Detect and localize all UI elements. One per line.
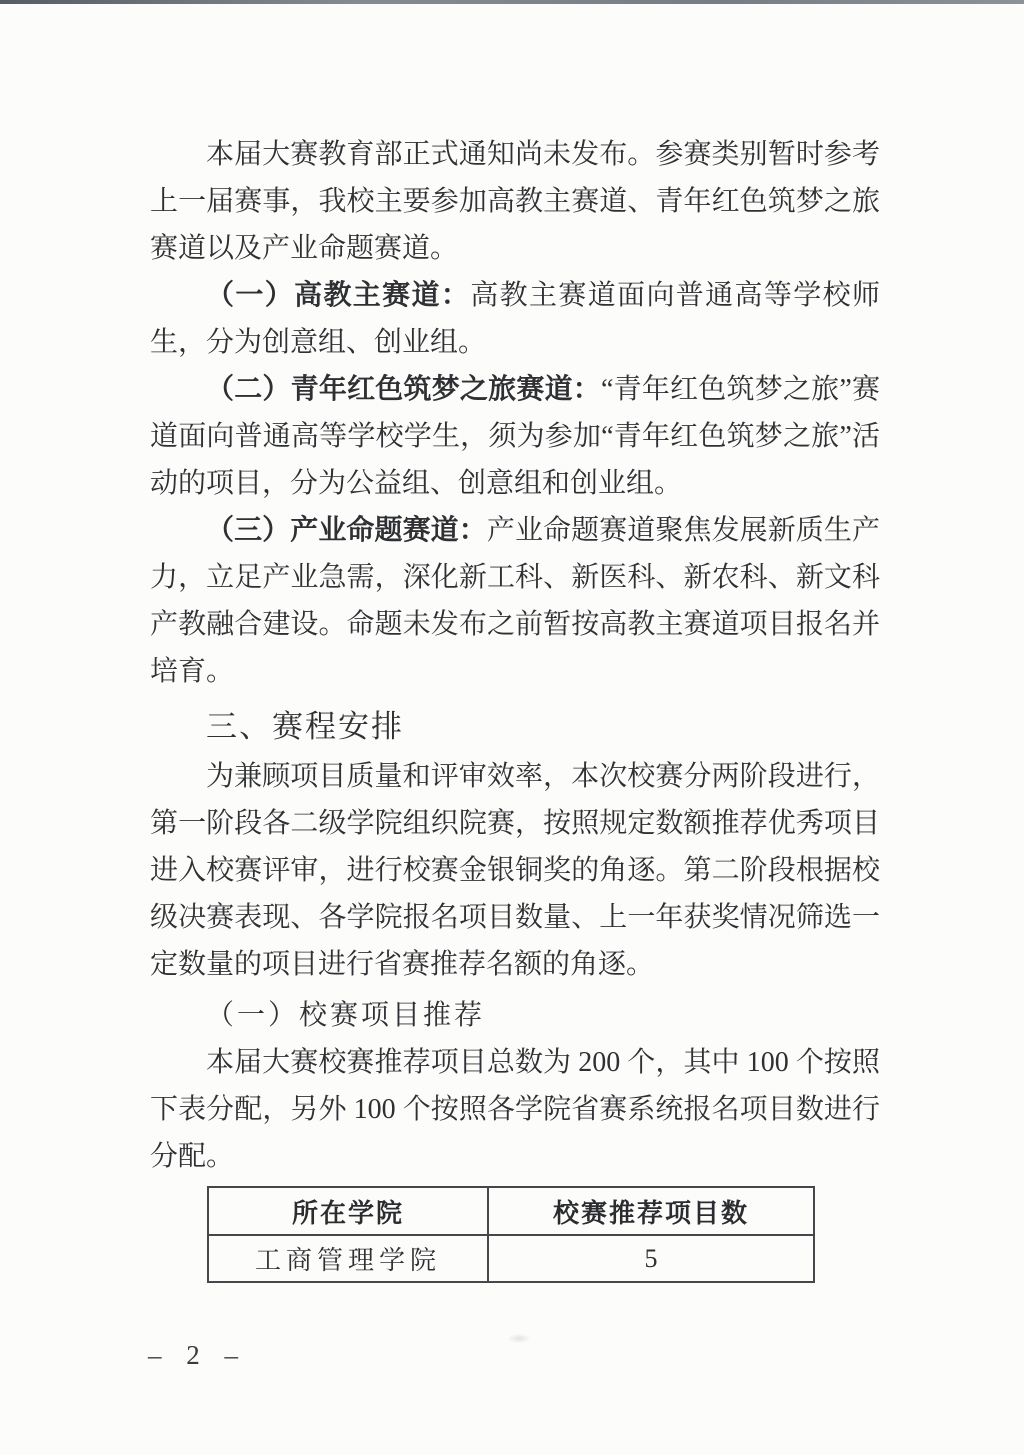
paragraph-lead-in: （二）青年红色筑梦之旅赛道：	[206, 374, 601, 405]
table-row	[208, 1235, 814, 1282]
page-number: – 2 –	[148, 1340, 247, 1370]
allocation-table	[207, 1186, 815, 1283]
paragraph-text: 为兼顾项目质量和评审效率，本次校赛分两阶段进行，第一阶段各二级学院组织院赛，按照规定数额推荐优秀项目进入校赛评审，进行校赛金银铜奖的角逐。第二阶段根据校级决赛表现、各学院报名项目数量、上一年获奖情况筛选一定数量的项目进行省赛推荐名额的角逐。	[150, 761, 880, 980]
scan-edge-artifact	[0, 0, 1024, 4]
paragraph-text: “青年红色筑梦之旅”赛道面向普通高等学校学生，须为参加“青年红色筑梦之旅”活动的项目，分为公益组、创意组和创业组。	[150, 374, 880, 499]
paragraph-text: 产业命题赛道聚焦发展新质生产力，立足产业急需，深化新工科、新医科、新农科、新文科产教融合建设。命题未发布之前暂按高教主赛道项目报名并培育。	[150, 515, 880, 687]
table-header-quota: 校赛推荐项目数	[488, 1187, 814, 1235]
sub-heading-recommendation	[150, 992, 880, 1039]
intro-paragraph	[150, 131, 880, 272]
document-body	[150, 131, 880, 1180]
paragraph-lead-in: （一）高教主赛道：	[206, 280, 471, 311]
table-cell-college: 工商管理学院	[208, 1235, 488, 1282]
paragraph-text: （一）校赛项目推荐	[206, 1000, 486, 1031]
track-red-dream-paragraph	[150, 366, 880, 507]
document-content	[150, 131, 880, 1283]
section-heading-schedule	[150, 701, 880, 753]
paragraph-text: 本届大赛教育部正式通知尚未发布。参赛类别暂时参考上一届赛事，我校主要参加高教主赛道、青年红色筑梦之旅赛道以及产业命题赛道。	[150, 139, 880, 264]
scan-smudge-artifact	[508, 1334, 530, 1343]
paragraph-text: 本届大赛校赛推荐项目总数为 200 个，其中 100 个按照下表分配，另外 100 个按照各学院省赛系统报名项目数进行分配。	[150, 1047, 880, 1172]
table-cell-quota: 5	[488, 1235, 814, 1282]
recommendation-detail-paragraph	[150, 1039, 880, 1180]
paragraph-lead-in: （三）产业命题赛道：	[206, 515, 487, 546]
table-header-row	[208, 1187, 814, 1235]
paragraph-text: 三、赛程安排	[206, 709, 404, 744]
track-main-paragraph	[150, 272, 880, 366]
table-header-college: 所在学院	[208, 1187, 488, 1235]
paragraph-text: 高教主赛道面向普通高等学校师生，分为创意组、创业组。	[150, 280, 880, 358]
schedule-overview-paragraph	[150, 753, 880, 988]
track-industry-paragraph	[150, 507, 880, 695]
